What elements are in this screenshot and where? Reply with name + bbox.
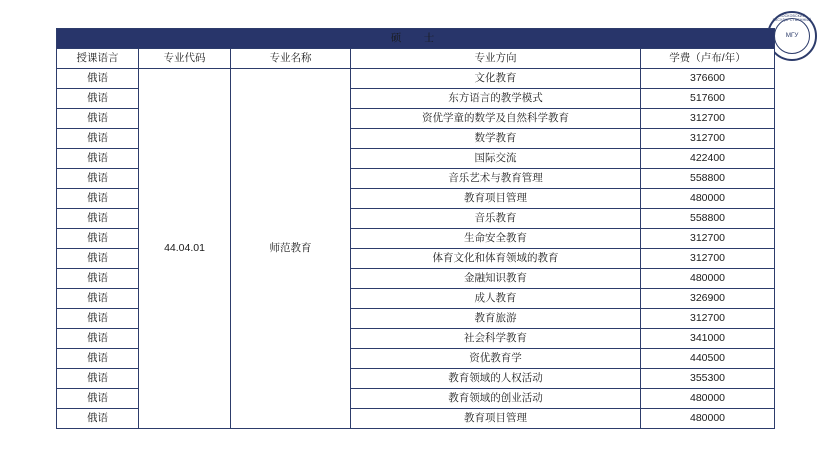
cell-direction: 社会科学教育 — [351, 329, 641, 349]
cell-direction: 教育领域的创业活动 — [351, 389, 641, 409]
column-header-major-name: 专业名称 — [231, 49, 351, 69]
cell-language: 俄语 — [57, 109, 139, 129]
cell-tuition: 312700 — [641, 109, 775, 129]
cell-tuition: 517600 — [641, 89, 775, 109]
cell-tuition: 312700 — [641, 129, 775, 149]
cell-direction: 教育项目管理 — [351, 409, 641, 429]
cell-tuition: 355300 — [641, 369, 775, 389]
cell-language: 俄语 — [57, 369, 139, 389]
cell-major-code: 44.04.01 — [139, 69, 231, 429]
cell-language: 俄语 — [57, 189, 139, 209]
cell-language: 俄语 — [57, 249, 139, 269]
cell-tuition: 326900 — [641, 289, 775, 309]
cell-tuition: 480000 — [641, 409, 775, 429]
cell-tuition: 480000 — [641, 389, 775, 409]
cell-tuition: 312700 — [641, 229, 775, 249]
cell-direction: 生命安全教育 — [351, 229, 641, 249]
seal-ring-text: МОСКОВСКИЙ ГОСУДАРСТВЕННЫЙ — [772, 14, 812, 22]
cell-direction: 国际交流 — [351, 149, 641, 169]
column-header-code: 专业代码 — [139, 49, 231, 69]
cell-tuition: 440500 — [641, 349, 775, 369]
cell-tuition: 480000 — [641, 269, 775, 289]
cell-language: 俄语 — [57, 269, 139, 289]
cell-tuition: 558800 — [641, 209, 775, 229]
cell-direction: 资优教育学 — [351, 349, 641, 369]
program-table — [56, 28, 775, 429]
cell-direction: 音乐艺术与教育管理 — [351, 169, 641, 189]
cell-language: 俄语 — [57, 329, 139, 349]
cell-direction: 教育项目管理 — [351, 189, 641, 209]
cell-language: 俄语 — [57, 149, 139, 169]
table-header-row — [57, 49, 775, 69]
cell-direction: 教育旅游 — [351, 309, 641, 329]
cell-language: 俄语 — [57, 349, 139, 369]
cell-major-name: 师范教育 — [231, 69, 351, 429]
cell-language: 俄语 — [57, 289, 139, 309]
cell-language: 俄语 — [57, 129, 139, 149]
column-header-direction: 专业方向 — [351, 49, 641, 69]
table-title-row — [57, 29, 775, 49]
cell-language: 俄语 — [57, 209, 139, 229]
cell-direction: 教育领域的人权活动 — [351, 369, 641, 389]
cell-tuition: 422400 — [641, 149, 775, 169]
cell-tuition: 312700 — [641, 309, 775, 329]
cell-language: 俄语 — [57, 69, 139, 89]
cell-language: 俄语 — [57, 169, 139, 189]
program-table-container — [56, 28, 774, 429]
cell-tuition: 558800 — [641, 169, 775, 189]
cell-language: 俄语 — [57, 229, 139, 249]
cell-direction: 金融知识教育 — [351, 269, 641, 289]
cell-tuition: 376600 — [641, 69, 775, 89]
cell-direction: 成人教育 — [351, 289, 641, 309]
cell-tuition: 312700 — [641, 249, 775, 269]
column-header-tuition: 学费（卢布/年） — [641, 49, 775, 69]
cell-direction: 音乐教育 — [351, 209, 641, 229]
seal-inner-ring — [774, 18, 810, 54]
table-row — [57, 69, 775, 89]
column-header-language: 授课语言 — [57, 49, 139, 69]
cell-direction: 数学教育 — [351, 129, 641, 149]
cell-direction: 资优学童的数学及自然科学教育 — [351, 109, 641, 129]
cell-direction: 东方语言的教学模式 — [351, 89, 641, 109]
seal-glyph: МГУ — [785, 32, 799, 39]
cell-language: 俄语 — [57, 389, 139, 409]
table-title: 硕 士 — [57, 29, 775, 49]
cell-direction: 体育文化和体育领域的教育 — [351, 249, 641, 269]
cell-direction: 文化教育 — [351, 69, 641, 89]
cell-tuition: 341000 — [641, 329, 775, 349]
cell-language: 俄语 — [57, 89, 139, 109]
cell-language: 俄语 — [57, 409, 139, 429]
cell-language: 俄语 — [57, 309, 139, 329]
cell-tuition: 480000 — [641, 189, 775, 209]
